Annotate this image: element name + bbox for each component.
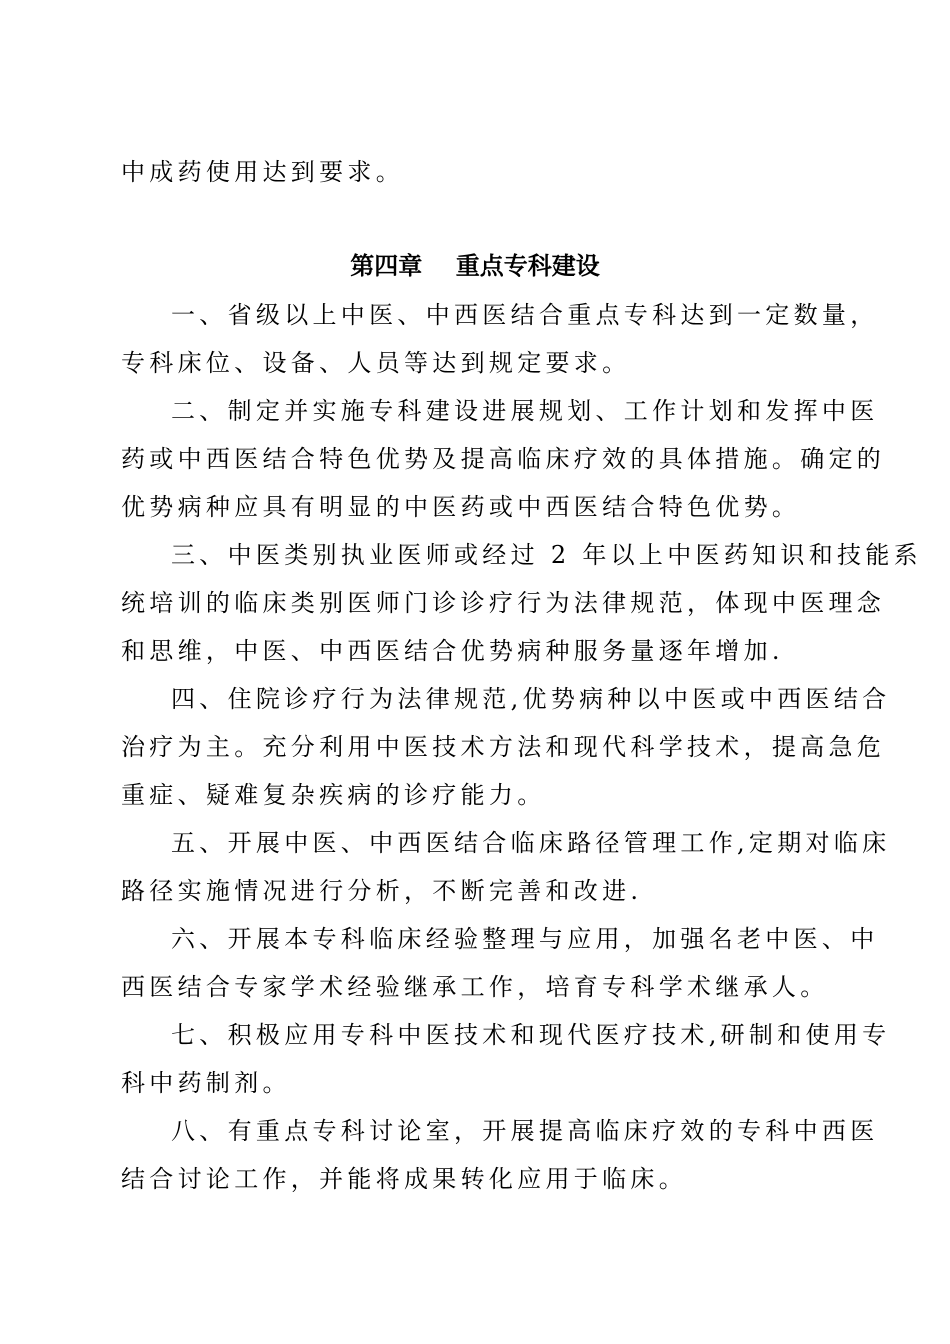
paragraph-2-line-1: 二、制定并实施专科建设进展规划、工作计划和发挥中医 (171, 397, 879, 425)
paragraph-6-line-2: 西医结合专家学术经验继承工作，培育专科学术继承人。 (121, 973, 829, 1001)
paragraph-2-line-2: 药或中西医结合特色优势及提高临床疗效的具体措施。确定的 (121, 445, 886, 473)
paragraph-5-line-2: 路径实施情况进行分析，不断完善和改进. (121, 877, 643, 905)
paragraph-7-line-2: 科中药制剂。 (121, 1069, 291, 1097)
paragraph-8-line-2: 结合讨论工作，并能将成果转化应用于临床。 (121, 1165, 687, 1193)
paragraph-3-line-2: 统培训的临床类别医师门诊诊疗行为法律规范，体现中医理念 (121, 589, 886, 617)
paragraph-7-line-1: 七、积极应用专科中医技术和现代医疗技术,研制和使用专 (171, 1021, 891, 1049)
chapter-title: 第四章 重点专科建设 (350, 251, 600, 280)
paragraph-4-line-1: 四、住院诊疗行为法律规范,优势病种以中医或中西医结合 (171, 685, 891, 713)
paragraph-8-line-1: 八、有重点专科讨论室，开展提高临床疗效的专科中西医 (171, 1117, 879, 1145)
paragraph-5-line-1: 五、开展中医、中西医结合临床路径管理工作,定期对临床 (171, 829, 891, 857)
paragraph-1-line-2: 专科床位、设备、人员等达到规定要求。 (121, 349, 631, 377)
paragraph-1-line-1: 一、省级以上中医、中西医结合重点专科达到一定数量， (171, 301, 879, 329)
paragraph-4-line-3: 重症、疑难复杂疾病的诊疗能力。 (121, 781, 546, 809)
paragraph-4-line-2: 治疗为主。充分利用中医技术方法和现代科学技术，提高急危 (121, 733, 886, 761)
paragraph-2-line-3: 优势病种应具有明显的中医药或中西医结合特色优势。 (121, 493, 801, 521)
paragraph-6-line-1: 六、开展本专科临床经验整理与应用，加强名老中医、中 (171, 925, 879, 953)
continuation-line: 中成药使用达到要求。 (121, 158, 404, 186)
paragraph-3-line-3: 和思维，中医、中西医结合优势病种服务量逐年增加. (121, 637, 784, 665)
paragraph-3-line-1: 三、中医类别执业医师或经过 2 年以上中医药知识和技能系 (171, 541, 922, 569)
